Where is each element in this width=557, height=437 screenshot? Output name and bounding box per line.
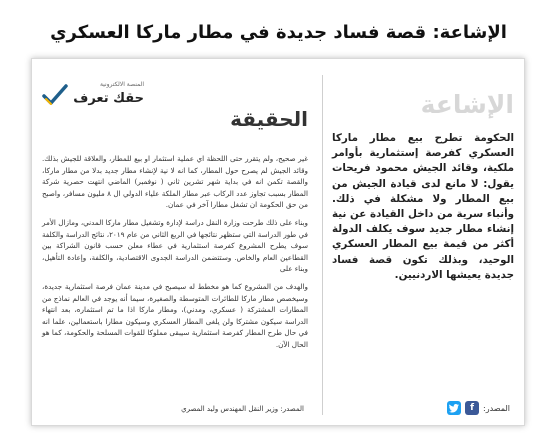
truth-column [40,77,312,417]
page-headline: الإشاعة: قصة فساد جديدة في مطار ماركا العسكري [50,22,507,43]
checkmark-logo-icon [42,83,68,107]
rumor-column [332,77,514,417]
truth-text [42,153,308,357]
fact-check-card [31,58,525,426]
truth-title: الحقيقة [230,107,308,131]
truth-source: المصدر: وزير النقل المهندس وليد المصري [181,405,304,413]
logo-name: حقك تعرف [73,91,144,106]
column-divider [322,75,323,415]
rumor-title: الإشاعة [420,90,514,119]
truth-paragraph: والهدف من المشروع كما هو مخطط له سيصبح في مدينة عمان فرصة استثمارية جديدة، وسيخصص مطار ماركا للطائرات المتوسطة والصغيرة، سيما أنه يوجد في العالم نماذج من المطارات المشتركة ( عسكري، ومدني)، ومطار ماركا اذا ما تم استثماره، بعد انتهاء الدراسة سيكون مشتركا ولن يلغى المطار العسكري وسيكون مطارا باستعمالين، علما انه في حال طرح المطار كفرصة استثمارية سيبقى مملوكا للقوات المسلحة والحكومة، كما هو الحال الآن. [42,281,308,349]
truth-paragraph: وبناء على ذلك طرحت وزارة النقل دراسة لإدارة وتشغيل مطار ماركا المدني، ومازال الأمر في طور الدراسة التي ستظهر نتائجها في الربع الثاني من عام ٢٠١٩، نتائج الدراسة والكلفة سوف يطرح المشروع كفرصة استثمارية في عطاء معلن حسب قانون الشراكة بين القطاعين العام والخاص. وستتضمن الدراسة الجدوى الاقتصادية، والكلفة، وإعادة التأهيل، وبناء على [42,217,308,274]
facebook-icon[interactable]: f [465,401,479,415]
logo-subtitle: المنصة الالكترونية [99,81,144,88]
twitter-icon[interactable] [447,401,461,415]
rumor-text: الحكومة تطرح بيع مطار ماركا العسكري كفرصة إستثمارية بأوامر ملكية، وقائد الجيش محمود فريحات يقول: لا مانع لدى قيادة الجيش من بيع المطار ولا مشكلة في ذلك. وأنباء سرية من داخل القيادة عن نية إنشاء مطار جديد سوف يكلف الدولة أكثر من قيمة بيع المطار العسكري الوحيد، وبذلك تكون قصة فساد جديدة يعيشها الاردنيين. [332,132,514,281]
platform-logo [40,77,150,117]
rumor-source [447,401,510,415]
rumor-source-label: المصدر: [483,403,510,413]
truth-paragraph: غير صحيح، ولم يتقرر حتى اللحظة اي عملية استثمار او بيع للمطار، والعلاقة للجيش بذلك. وقائد الجيش لم يصرح حول المطار، كما انه لا نية لإنشاء مطار جديد بدلا من مطار ماركا، والقصة تكمن انه في بداية شهر تشرين ثاني ( نوفمبر) الماضي انتهت حصرية شركة المطار بسبب تجاوز عدد الركاب عبر مطار الملكة علياء الدولي ال ٨ مليون مسافر، واصبح من حق الحكومة ان تشغل مطارا آخر في عمان. [42,154,308,210]
